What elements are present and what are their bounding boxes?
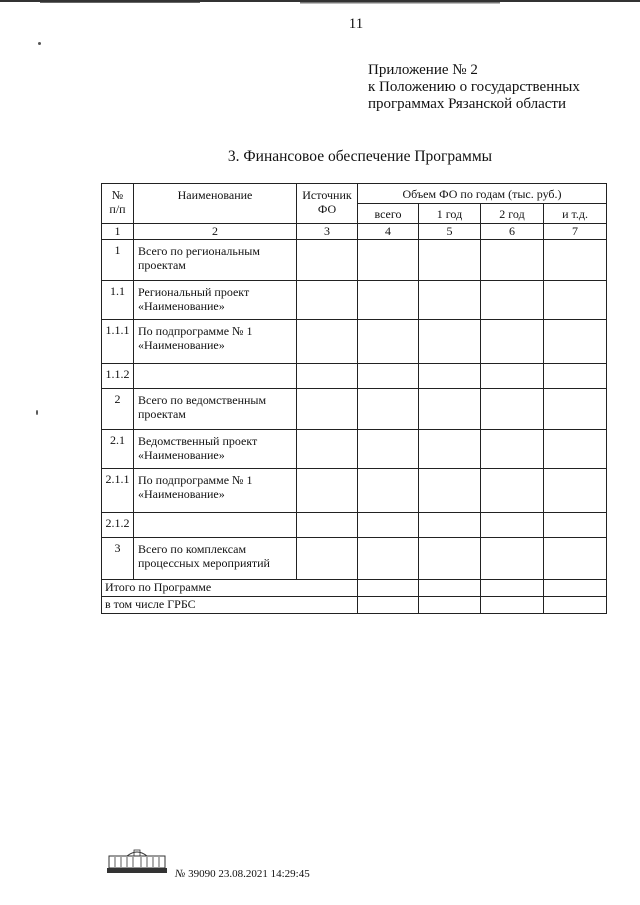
- header-volume: Объем ФО по годам (тыс. руб.): [358, 184, 607, 204]
- col-number-5: 5: [419, 224, 481, 240]
- cell-year-1: [419, 580, 481, 597]
- cell-year-2: [481, 281, 544, 320]
- row-num: 2.1.1: [102, 469, 134, 513]
- row-num: 2.1: [102, 430, 134, 469]
- summary-row: [102, 580, 607, 597]
- table-row: [102, 240, 607, 281]
- row-num: 3: [102, 538, 134, 580]
- cell-year-1: [419, 240, 481, 281]
- row-num: 1: [102, 240, 134, 281]
- scan-top-edge: [0, 0, 640, 6]
- cell-etc: [544, 513, 607, 538]
- cell-etc: [544, 389, 607, 430]
- cell-year-1: [419, 430, 481, 469]
- annex-line-3: программах Рязанской области: [368, 96, 567, 112]
- header-etc: и т.д.: [544, 204, 607, 224]
- cell-etc: [544, 281, 607, 320]
- cell-year-2: [481, 597, 544, 614]
- table-row: [102, 281, 607, 320]
- cell-year-2: [481, 389, 544, 430]
- cell-source: [297, 281, 358, 320]
- summary-label-total: Итого по Программе: [102, 580, 358, 597]
- cell-year-2: [481, 430, 544, 469]
- table-row: [102, 469, 607, 513]
- header-year-2: 2 год: [481, 204, 544, 224]
- row-num: 1.1.2: [102, 364, 134, 389]
- row-num: 2: [102, 389, 134, 430]
- summary-row: [102, 597, 607, 614]
- cell-etc: [544, 320, 607, 364]
- cell-source: [297, 538, 358, 580]
- row-name: Ведомственный проект «Наименование»: [134, 430, 297, 469]
- cell-year-2: [481, 513, 544, 538]
- cell-total: [358, 240, 419, 281]
- cell-source: [297, 513, 358, 538]
- summary-label-grbs: в том числе ГРБС: [102, 597, 358, 614]
- row-name: Всего по комплексам процессных мероприятий: [134, 538, 297, 580]
- row-name: Всего по ведомственным проектам: [134, 389, 297, 430]
- col-number-2: 2: [134, 224, 297, 240]
- cell-etc: [544, 364, 607, 389]
- cell-etc: [544, 580, 607, 597]
- row-num: 2.1.2: [102, 513, 134, 538]
- registration-number: 39090: [188, 868, 216, 880]
- cell-total: [358, 364, 419, 389]
- cell-year-1: [419, 320, 481, 364]
- row-num: 1.1.1: [102, 320, 134, 364]
- cell-year-2: [481, 364, 544, 389]
- table-row: [102, 364, 607, 389]
- cell-total: [358, 430, 419, 469]
- cell-year-1: [419, 597, 481, 614]
- row-num: 1.1: [102, 281, 134, 320]
- cell-total: [358, 469, 419, 513]
- cell-total: [358, 513, 419, 538]
- table-row: [102, 320, 607, 364]
- cell-source: [297, 364, 358, 389]
- page-number: 11: [348, 16, 364, 32]
- col-number-6: 6: [481, 224, 544, 240]
- row-name: Всего по региональным проектам: [134, 240, 297, 281]
- col-number-1: 1: [102, 224, 134, 240]
- cell-year-2: [481, 240, 544, 281]
- col-number-7: 7: [544, 224, 607, 240]
- cell-total: [358, 389, 419, 430]
- header-source: [297, 184, 358, 224]
- cell-etc: [544, 469, 607, 513]
- col-number-4: 4: [358, 224, 419, 240]
- row-name: По подпрограмме № 1 «Наименование»: [134, 320, 297, 364]
- cell-year-1: [419, 469, 481, 513]
- cell-etc: [544, 240, 607, 281]
- cell-source: [297, 469, 358, 513]
- cell-year-1: [419, 281, 481, 320]
- cell-etc: [544, 430, 607, 469]
- scan-speck: [36, 410, 38, 415]
- row-name: По подпрограмме № 1 «Наименование»: [134, 469, 297, 513]
- cell-source: [297, 240, 358, 281]
- cell-total: [358, 320, 419, 364]
- section-title: 3. Финансовое обеспечение Программы: [227, 148, 493, 165]
- cell-year-1: [419, 389, 481, 430]
- annex-line-2: к Положению о государственных: [368, 79, 580, 95]
- header-source-text: Источник ФО: [302, 188, 352, 216]
- registration-stamp-icon: [105, 848, 169, 876]
- registration-datetime: 23.08.2021 14:29:45: [218, 868, 310, 880]
- row-name: [134, 364, 297, 389]
- annex-line-1: Приложение № 2: [368, 62, 478, 78]
- header-name: Наименование: [134, 184, 297, 224]
- header-year-1: 1 год: [419, 204, 481, 224]
- table-row: [102, 389, 607, 430]
- cell-source: [297, 430, 358, 469]
- cell-year-2: [481, 469, 544, 513]
- cell-source: [297, 320, 358, 364]
- cell-total: [358, 538, 419, 580]
- header-total: всего: [358, 204, 419, 224]
- cell-year-1: [419, 364, 481, 389]
- cell-source: [297, 389, 358, 430]
- row-name: Региональный проект «Наименование»: [134, 281, 297, 320]
- col-number-3: 3: [297, 224, 358, 240]
- header-num: [102, 184, 134, 224]
- cell-total: [358, 281, 419, 320]
- cell-year-2: [481, 580, 544, 597]
- cell-total: [358, 580, 419, 597]
- cell-etc: [544, 597, 607, 614]
- table-row: [102, 430, 607, 469]
- cell-etc: [544, 538, 607, 580]
- registration-mark: №: [175, 868, 186, 880]
- cell-year-1: [419, 538, 481, 580]
- financing-table: [101, 183, 607, 614]
- table-row: [102, 538, 607, 580]
- cell-year-2: [481, 538, 544, 580]
- cell-year-2: [481, 320, 544, 364]
- cell-year-1: [419, 513, 481, 538]
- annex-heading: [368, 62, 580, 113]
- header-num-text: № п/п: [109, 188, 126, 216]
- registration-info: [175, 868, 310, 880]
- table-row: [102, 513, 607, 538]
- cell-total: [358, 597, 419, 614]
- row-name: [134, 513, 297, 538]
- scan-speck: [38, 42, 41, 45]
